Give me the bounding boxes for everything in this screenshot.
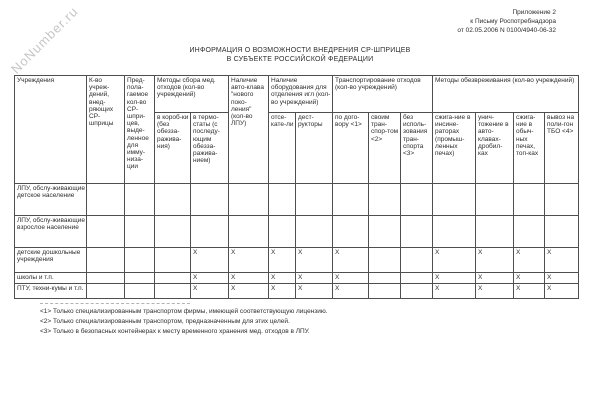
- x-mark-cell: X: [433, 273, 476, 284]
- col-group-needle-equipment: Наличие оборудования для отделения игл (кол-во учреждений): [269, 76, 333, 113]
- appendix-line: Приложение 2: [512, 9, 556, 16]
- x-mark-cell: X: [191, 273, 229, 284]
- x-mark-cell: X: [229, 273, 269, 284]
- footnote-3: <3> Только в безопасных контейнерах к месту временного хранения мед. отходов в ЛПУ.: [40, 328, 310, 335]
- page-title-line1: ИНФОРМАЦИЯ О ВОЗМОЖНОСТИ ВНЕДРЕНИЯ СР-ШПРИЦЕВ: [189, 47, 411, 54]
- empty-cell: [125, 184, 155, 216]
- table-row: [15, 216, 579, 248]
- empty-cell: [476, 184, 514, 216]
- empty-cell: [155, 284, 191, 299]
- empty-cell: [191, 184, 229, 216]
- x-mark-cell: X: [433, 248, 476, 273]
- x-mark-cell: X: [229, 248, 269, 273]
- empty-cell: [155, 184, 191, 216]
- col-header-count: К-во учреж-дений, внед-ряющих СР-шприцы: [87, 76, 125, 184]
- main-table: [14, 75, 579, 299]
- empty-cell: [155, 216, 191, 248]
- row-label: детские дошкольные учреждения: [15, 248, 87, 273]
- x-mark-cell: X: [191, 284, 229, 299]
- x-mark-cell: X: [296, 284, 333, 299]
- empty-cell: [269, 184, 296, 216]
- watermark: NoNumber.ru: [8, 3, 82, 77]
- x-mark-cell: X: [296, 248, 333, 273]
- empty-cell: [333, 216, 369, 248]
- empty-cell: [87, 284, 125, 299]
- empty-cell: [87, 216, 125, 248]
- row-label: ЛПУ, обслу-живающие детское население: [15, 184, 87, 216]
- x-mark-cell: X: [296, 273, 333, 284]
- col-group-transport: Транспортирование отходов (кол-во учреждений): [333, 76, 433, 113]
- col-header-ordinary-furnaces: сжига-ние в обыч-ных печах, топ-ках: [514, 113, 545, 184]
- x-mark-cell: X: [545, 273, 579, 284]
- empty-cell: [401, 248, 433, 273]
- x-mark-cell: X: [514, 284, 545, 299]
- x-mark-cell: X: [229, 284, 269, 299]
- col-header-thermostats: в термо-статы (с последу-ющим обезза-ражива-нием): [191, 113, 229, 184]
- empty-cell: [369, 284, 401, 299]
- empty-cell: [514, 184, 545, 216]
- row-label: ЛПУ, обслу-живающие взрослое население: [15, 216, 87, 248]
- appendix-reference: [457, 8, 556, 35]
- table-row: [15, 184, 579, 216]
- col-header-contract-transport: по дого-вору <1>: [333, 113, 369, 184]
- x-mark-cell: X: [514, 248, 545, 273]
- empty-cell: [369, 184, 401, 216]
- empty-cell: [476, 216, 514, 248]
- col-header-needle-cutters: отсе-кате-ли: [269, 113, 296, 184]
- x-mark-cell: X: [333, 273, 369, 284]
- x-mark-cell: X: [333, 284, 369, 299]
- page-title: [15, 47, 585, 64]
- empty-cell: [125, 273, 155, 284]
- empty-cell: [155, 248, 191, 273]
- col-group-disposal-methods: Методы обезвреживания (кол-во учреждений): [433, 76, 579, 113]
- empty-cell: [514, 216, 545, 248]
- empty-cell: [296, 216, 333, 248]
- empty-cell: [125, 284, 155, 299]
- empty-cell: [87, 273, 125, 284]
- empty-cell: [401, 273, 433, 284]
- footnote-1: <1> Только специализированным транспортом фирмы, имеющей соответствующую лицензию.: [40, 308, 328, 315]
- appendix-line: к Письму Роспотребнадзора: [470, 18, 556, 25]
- page-title-line2: В СУБЪЕКТЕ РОССИЙСКОЙ ФЕДЕРАЦИИ: [226, 55, 374, 63]
- empty-cell: [369, 273, 401, 284]
- table-body: [15, 184, 579, 299]
- x-mark-cell: X: [476, 248, 514, 273]
- empty-cell: [333, 184, 369, 216]
- footnote-2: <2> Только специализированным транспортом, предназначенным для этих целей.: [40, 318, 290, 325]
- empty-cell: [229, 216, 269, 248]
- table-row: [15, 273, 579, 284]
- col-header-own-transport: своим тран-спор-том <2>: [369, 113, 401, 184]
- x-mark-cell: X: [476, 273, 514, 284]
- table-row: [15, 284, 579, 299]
- footnotes: [40, 307, 328, 337]
- appendix-line: от 02.05.2006 N 0100/4940-06-32: [457, 27, 556, 34]
- empty-cell: [369, 216, 401, 248]
- empty-cell: [545, 184, 579, 216]
- col-group-collection-methods: Методы сбора мед. отходов (кол-во учреждений): [155, 76, 229, 113]
- empty-cell: [296, 184, 333, 216]
- col-header-autoclave-crushers: унич-тожение в авто-клавах-дробил-ках: [476, 113, 514, 184]
- empty-cell: [545, 216, 579, 248]
- col-header-needle-destructors: дест-рукторы: [296, 113, 333, 184]
- empty-cell: [191, 216, 229, 248]
- x-mark-cell: X: [476, 284, 514, 299]
- col-header-autoclave: Наличие авто-клава "нового поко-ления" (кол-во ЛПУ): [229, 76, 269, 184]
- table-row: [15, 248, 579, 273]
- col-header-landfill: вывоз на поли-гон ТБО <4>: [545, 113, 579, 184]
- empty-cell: [269, 216, 296, 248]
- x-mark-cell: X: [514, 273, 545, 284]
- empty-cell: [229, 184, 269, 216]
- col-header-institutions: Учреждения: [15, 76, 87, 184]
- empty-cell: [125, 216, 155, 248]
- row-label: ПТУ, техни-кумы и т.п.: [15, 284, 87, 299]
- x-mark-cell: X: [269, 284, 296, 299]
- empty-cell: [369, 248, 401, 273]
- empty-cell: [125, 248, 155, 273]
- row-label: школы и т.п.: [15, 273, 87, 284]
- empty-cell: [87, 248, 125, 273]
- x-mark-cell: X: [269, 248, 296, 273]
- x-mark-cell: X: [333, 248, 369, 273]
- empty-cell: [155, 273, 191, 284]
- x-mark-cell: X: [545, 284, 579, 299]
- empty-cell: [401, 184, 433, 216]
- empty-cell: [401, 216, 433, 248]
- col-header-boxes: в короб-ки (без обезза-ражива-ния): [155, 113, 191, 184]
- empty-cell: [87, 184, 125, 216]
- x-mark-cell: X: [269, 273, 296, 284]
- col-header-incinerators: сжига-ние в инсине-раторах (промыш-ленных печах): [433, 113, 476, 184]
- empty-cell: [401, 284, 433, 299]
- col-header-planned-quantity: Пред-пола-гаемое кол-во СР-шпри-цев, выде-ленное для имму-низа-ции: [125, 76, 155, 184]
- empty-cell: [433, 216, 476, 248]
- x-mark-cell: X: [545, 248, 579, 273]
- col-header-no-transport: без исполь-зования тран-спорта <3>: [401, 113, 433, 184]
- header-row-groups: [15, 76, 579, 113]
- empty-cell: [433, 184, 476, 216]
- x-mark-cell: X: [191, 248, 229, 273]
- dashed-separator: [40, 303, 190, 304]
- x-mark-cell: X: [433, 284, 476, 299]
